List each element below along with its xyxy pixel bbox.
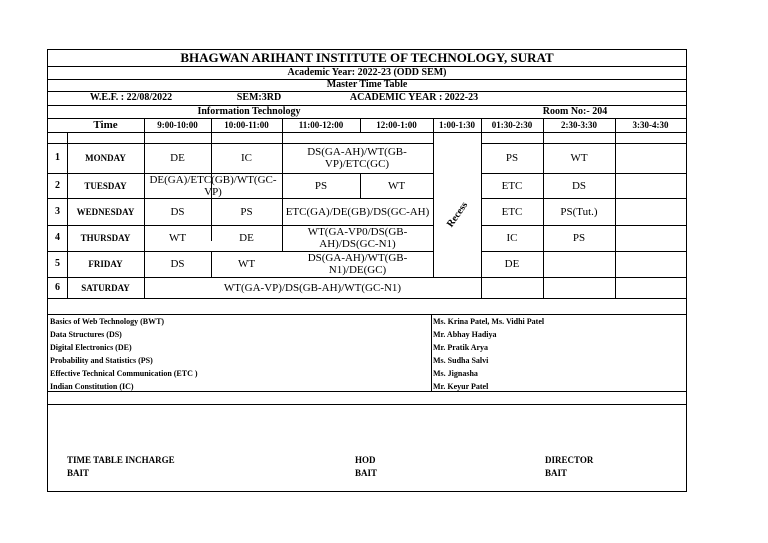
day-thursday: THURSDAY [80,233,131,243]
column-header: 11:00-12:00 [298,120,344,130]
faculty-name: Ms. Sudha Salvi [433,355,489,365]
slot-cell: DE [504,258,520,270]
column-header: 01:30-2:30 [491,120,533,130]
subject-name: Indian Constitution (IC) [50,381,134,391]
signature-org: BAIT [545,468,568,478]
department: Information Technology [197,105,301,117]
faculty-name: Mr. Pratik Arya [433,342,489,352]
slot-cell: DS [571,179,587,192]
slot-cell: WT [168,232,187,244]
slot-cell: DS [170,258,185,270]
rule [48,298,686,299]
timetable-sheet [47,49,687,492]
room-number: Room No:- 204 [542,105,608,117]
rule [48,404,686,405]
slot-cell: ETC [501,179,523,192]
wef-date: W.E.F. : 22/08/2022 [89,92,173,103]
slot-cell: DE(GA)/ETC(GB)/WT(GC-VP) [149,173,277,198]
row-number: 4 [55,232,60,243]
column-header-time: Time [93,119,118,131]
signature-block-incharge [67,454,175,480]
slot-cell: WT [237,258,256,270]
row-number: 3 [55,205,60,217]
faculty-name: Mr. Keyur Patel [433,381,489,391]
column-header: 2:30-3:30 [561,120,597,130]
day-monday: MONDAY [85,153,126,163]
day-saturday: SATURDAY [81,282,130,293]
rule [615,277,616,298]
institute-title: BHAGWAN ARIHANT INSTITUTE OF TECHNOLOGY, SURAT [180,50,554,65]
faculty-name: Mr. Abhay Hadiya [433,329,497,339]
day-wednesday: WEDNESDAY [76,206,135,217]
signature-block-hod [355,454,377,480]
column-header: 9:00-10:00 [157,120,198,130]
slot-cell: ETC(GA)/DE(GB)/DS(GC-AH) [285,205,430,218]
slot-cell: DE [170,152,185,164]
semester: SEM:3RD [236,92,282,103]
subject-name: Data Structures (DS) [50,329,122,339]
faculty-list [433,316,544,393]
slot-cell: DS(GA-AH)/WT(GB-VP)/ETC(GC) [307,146,407,170]
rule [433,118,434,277]
row-number: 5 [55,258,60,269]
day-tuesday: TUESDAY [84,180,127,191]
column-header: 1:00-1:30 [439,120,475,130]
slot-cell: WT(GA-VP0/DS(GB-AH)/DS(GC-N1) [307,226,408,250]
row-number: 2 [55,179,60,191]
slot-cell: WT [570,152,588,164]
slot-cell: IC [506,232,518,244]
slot-cell: PS [572,232,586,244]
rule [431,314,432,391]
signature-org: BAIT [67,468,90,478]
slot-cell: PS(Tut.) [560,205,598,218]
slot-cell: DE [239,232,254,244]
row-number: 6 [55,281,60,293]
rule [481,277,482,298]
slot-cell: PS [240,205,253,218]
slot-cell: DS(GA-AH)/WT(GB-N1)/DE(GC) [307,252,408,276]
column-header: 12:00-1:00 [376,120,417,130]
master-title: Master Time Table [326,79,408,90]
column-header: 10:00-11:00 [224,120,269,130]
rule [543,277,544,298]
day-friday: FRIDAY [88,259,123,269]
slot-cell: WT [387,179,406,192]
faculty-name: Ms. Jignasha [433,368,478,378]
slot-cell: ETC [501,205,523,218]
slot-cell: IC [241,152,252,164]
recess-label: Recess [444,199,471,230]
subject-list [50,316,198,393]
signature-title: DIRECTOR [545,455,594,465]
rule [48,314,686,315]
subject-name: Digital Electronics (DE) [50,342,132,352]
signature-block-director [545,454,593,480]
slot-cell: DS [170,205,185,218]
row-number: 1 [55,152,60,163]
slot-cell: PS [314,179,328,192]
faculty-name: Ms. Krina Patel, Ms. Vidhi Patel [433,317,545,326]
subject-name: Probability and Statistics (PS) [50,355,153,365]
rule [615,118,616,277]
signature-title: HOD [355,455,376,465]
signature-org: BAIT [355,468,378,478]
slot-cell: WT(GA-VP)/DS(GB-AH)/WT(GC-N1) [223,281,402,294]
academic-year: ACADEMIC YEAR : 2022-23 [349,92,479,103]
academic-year-line: Academic Year: 2022-23 (ODD SEM) [287,66,447,78]
column-header: 3:30-4:30 [632,120,669,130]
signature-title: TIME TABLE INCHARGE [67,455,175,465]
slot-cell: PS [505,152,519,164]
subject-name: Effective Technical Communication (ETC ) [50,368,198,378]
subject-name: Basics of Web Technology (BWT) [50,317,165,326]
